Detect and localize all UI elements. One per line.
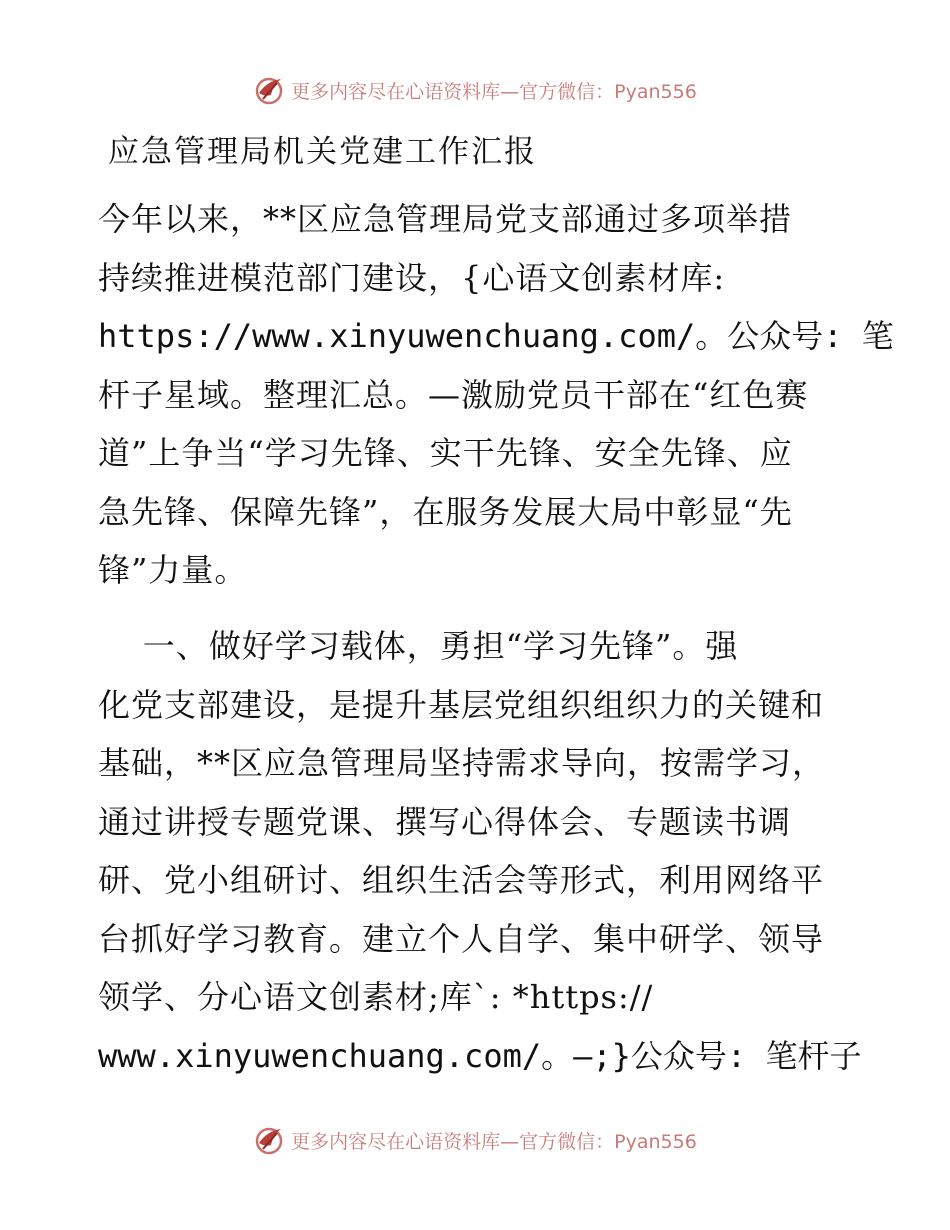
text-line: www.xinyuwenchuang.com/。—;}公众号: 笔杆子 (98, 1036, 862, 1075)
watermark-text: 更多内容尽在心语资料库—官方微信：Pyan556 (291, 80, 697, 103)
brush-logo-icon (253, 73, 287, 107)
header-watermark (0, 70, 950, 110)
text-line: https://www.xinyuwenchuang.com/。公众号: 笔 (98, 317, 894, 355)
text-line: 锋”力量。 (98, 551, 248, 589)
text-line: 一、做好学习载体，勇担“学习先锋”。强 (98, 627, 739, 665)
body-paragraph-1 (98, 190, 894, 600)
text-line: 领学、分心语文创素材;库`: *https:// (98, 978, 654, 1016)
text-line: 基础，**区应急管理局坚持需求导向，按需学习， (98, 744, 826, 782)
text-line: 通过讲授专题党课、撰写心得体会、专题读书调 (98, 802, 792, 841)
text-line: 急先锋、保障先锋”，在服务发展大局中彰显“先 (98, 492, 793, 531)
text-line: 道”上争当“学习先锋、实干先锋、安全先锋、应 (98, 434, 793, 472)
watermark-text: 更多内容尽在心语资料库—官方微信：Pyan556 (291, 1130, 697, 1153)
text-line: 杆子星域。整理汇总。—激励党员干部在“红色赛 (98, 375, 809, 414)
document-title: 应急管理局机关党建工作汇报 (108, 134, 537, 170)
body-paragraph-2 (98, 617, 862, 1085)
text-line: 台抓好学习教育。建立个人自学、集中研学、领导 (98, 919, 825, 958)
text-line: 化党支部建设，是提升基层党组织组织力的关键和 (98, 685, 825, 724)
text-line: 持续推进模范部门建设，{心语文创素材库: (98, 258, 726, 297)
text-line: 研、党小组研讨、组织生活会等形式，利用网络平 (98, 861, 825, 899)
text-line: 今年以来，**区应急管理局党支部通过多项举措 (98, 200, 793, 238)
footer-watermark (0, 1120, 950, 1160)
brush-logo-icon (253, 1123, 287, 1157)
